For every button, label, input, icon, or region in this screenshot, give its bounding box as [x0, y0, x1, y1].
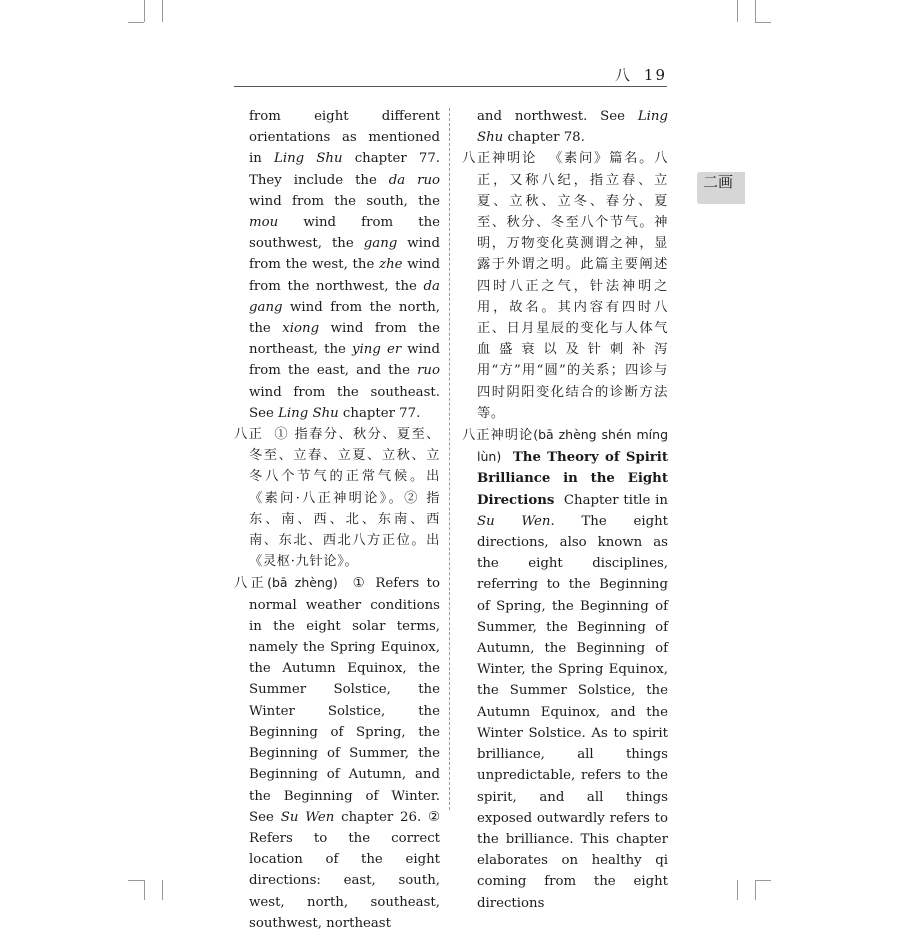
entry-definition: ① 指春分、秋分、夏至、冬至、立春、立夏、立秋、立冬八个节气的正常气候。出《素问·八正神明论》。② 指东、南、西、北、东南、西南、东北、西北八方正位。出《灵枢·九针论》。: [249, 427, 441, 570]
crop-mark: [144, 0, 145, 22]
crop-mark: [144, 880, 145, 900]
entry-english-title: The Theory of Spirit Brilliance in the Eight Directions: [477, 450, 668, 508]
crop-mark: [128, 880, 144, 881]
header-rule: [234, 86, 667, 87]
dictionary-entry: [234, 572, 440, 933]
column-divider: [449, 108, 450, 810]
stroke-count-tab: 二画: [697, 172, 745, 204]
crop-mark: [162, 880, 163, 900]
entry-pinyin: (bā zhèng shén míng lùn): [477, 427, 669, 465]
crop-mark: [737, 0, 738, 22]
crop-mark: [755, 0, 756, 22]
left-column: [234, 106, 440, 934]
running-header: [603, 64, 667, 85]
right-column: [462, 106, 668, 914]
entry-definition: Chapter title in Su Wen. The eight directions, also known as the eight disciplines, referring to the Beginning of Spring, the Beginning of Summer, the Beginning of Autumn, the Beginning of Winter, the Spring Equinox, the Summer Solstice, the Autumn Equinox, and the Winter Solstice. As to spirit brilliance, all things unpredictable, refers to the spirit, and all things exposed outwardly refers to the brilliance. This chapter elaborates on healthy qi coming from the eight directions: [477, 492, 668, 911]
dictionary-entry: [462, 424, 668, 914]
entry-headword: 八正神明论: [462, 151, 538, 167]
entry-continuation: from eight different orientations as mentioned in Ling Shu chapter 77. They include the da ruo wind from the south, the mou wind from the southwest, the gang wind from the west, the zhe wind from the northwest, the da gang wind from the north, the xiong wind from the northeast, the ying er wind from the east, and the ruo wind from the southeast. See Ling Shu chapter 77.: [249, 109, 441, 421]
crop-mark: [755, 22, 771, 23]
page-number: 19: [643, 66, 667, 84]
crop-mark: [755, 880, 771, 881]
crop-mark: [755, 880, 756, 900]
entry-continuation: and northwest. See Ling Shu chapter 78.: [477, 109, 668, 146]
entry-definition: ① Refers to normal weather conditions in the eight solar terms, namely the Spring Equinox, the Autumn Equinox, the Summer Solstice, the Winter Solstice, the Beginning of Spring, the Beginning of Summer, the Beginning of Autumn, and the Beginning of Winter. See Su Wen chapter 26. ② Refers to the correct location of the eight directions: east, south, west, north, southeast, southwest, northeast: [249, 576, 440, 931]
dictionary-entry: [462, 148, 668, 424]
crop-mark: [737, 880, 738, 900]
dictionary-entry: [234, 424, 440, 572]
entry-headword: 八正神明论: [462, 428, 534, 444]
crop-mark: [162, 0, 163, 22]
entry-pinyin: (bā zhèng): [267, 575, 338, 591]
crop-mark: [128, 22, 144, 23]
header-radical: 八: [614, 66, 632, 84]
entry-definition: 《素问》篇名。八正，又称八纪，指立春、立夏、立秋、立冬、春分、夏至、秋分、冬至八个节气。神明，万物变化莫测谓之神，显露于外谓之明。此篇主要阐述四时八正之气，针法神明之用，故名。其内容有四时八正、日月星辰的变化与人体气血盛衰以及针刺补泻用“方”用“圆”的关系；四诊与四时阴阳变化结合的诊断方法等。: [477, 151, 669, 421]
entry-headword: 八正: [234, 427, 264, 443]
entry-headword: 八正: [234, 576, 268, 592]
